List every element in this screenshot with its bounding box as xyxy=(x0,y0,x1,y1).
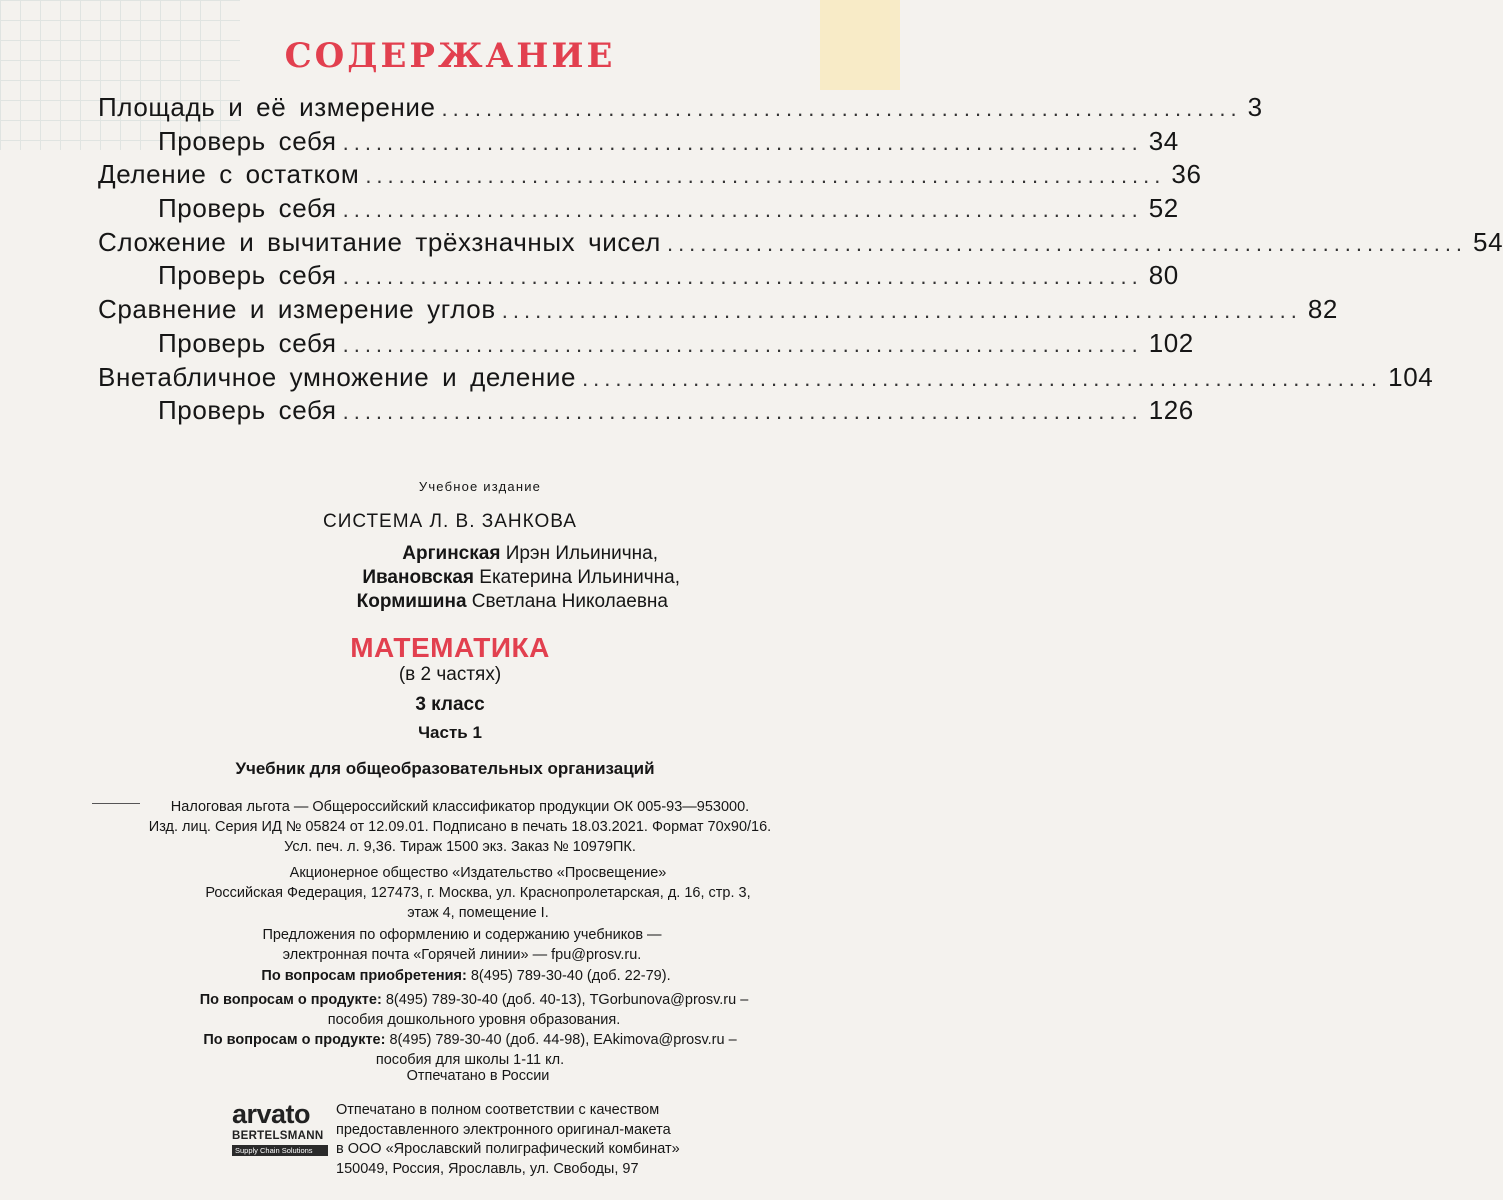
toc-entry xyxy=(98,327,1194,362)
toc-entry-title: Сложение и вычитание трёхзначных чисел xyxy=(98,226,661,257)
authors-list xyxy=(260,542,680,614)
contents-heading: СОДЕРЖАНИЕ xyxy=(284,36,616,76)
printer-line: предоставленного электронного оригинал-макета xyxy=(336,1121,671,1138)
author-surname: Аргинская xyxy=(402,543,501,564)
toc-leader-dots: ........................................................................ xyxy=(342,197,1143,223)
purchase-contact xyxy=(16,966,916,986)
publisher-address: этаж 4, помещение I. xyxy=(407,905,549,921)
toc-entry-title: Сравнение и измерение углов xyxy=(98,294,496,325)
purchase-label: По вопросам приобретения: xyxy=(261,968,467,984)
toc-entry-page: 104 xyxy=(1388,361,1434,392)
book-grade: 3 класс xyxy=(415,694,485,715)
toc-entry-title: Внетабличное умножение и деление xyxy=(98,361,577,392)
printer-line: Отпечатано в полном соответствии с качеством xyxy=(336,1102,660,1118)
toc-entry-page: 52 xyxy=(1148,193,1179,224)
toc-leader-dots: ........................................................................ xyxy=(582,365,1383,391)
logo-subtitle: BERTELSMANN xyxy=(232,1130,324,1142)
arvato-logo xyxy=(232,1099,328,1156)
publisher-name: Акционерное общество «Издательство «Просвещение» xyxy=(289,865,667,881)
toc-entry xyxy=(98,125,1179,160)
license-line: Изд. лиц. Серия ИД № 05824 от 12.09.01. Подписано в печать 18.03.2021. Формат 70x90/16. xyxy=(148,819,772,835)
author xyxy=(260,590,680,614)
toc-entry-page: 54 xyxy=(1473,226,1503,257)
toc-entry-page: 34 xyxy=(1148,125,1179,156)
printer-line: в ООО «Ярославский полиграфический комбинат» xyxy=(336,1141,680,1157)
toc-entry-title: Проверь себя xyxy=(158,260,337,291)
toc-leader-dots: ........................................................................ xyxy=(342,331,1143,357)
printer-line: 150049, Россия, Ярославль, ул. Свободы, 97 xyxy=(336,1160,639,1177)
toc-entry xyxy=(98,260,1179,294)
toc-leader-dots: ........................................................................ xyxy=(342,264,1143,290)
table-of-contents xyxy=(98,92,1503,429)
publisher-info xyxy=(28,863,928,923)
toc-leader-dots: ........................................................................ xyxy=(342,399,1143,425)
toc-entry xyxy=(98,159,1202,193)
toc-leader-dots: ........................................................................ xyxy=(365,163,1166,189)
author-names: Светлана Николаевна xyxy=(471,591,668,612)
product-label: По вопросам о продукте: xyxy=(203,1032,386,1048)
toc-entry-title: Проверь себя xyxy=(158,193,337,224)
toc-entry-page: 126 xyxy=(1148,395,1194,426)
toc-entry-title: Проверь себя xyxy=(158,395,337,426)
printer-info xyxy=(336,1101,680,1179)
toc-entry-page: 82 xyxy=(1307,294,1338,325)
print-run-line: Усл. печ. л. 9,36. Тираж 1500 экз. Заказ № 10979ПК. xyxy=(284,839,636,855)
toc-entry xyxy=(98,226,1503,261)
system-name: СИСТЕМА Л. В. ЗАНКОВА xyxy=(322,511,577,532)
toc-leader-dots: ........................................................................ xyxy=(441,96,1242,121)
book-parts: (в 2 частях) xyxy=(398,664,502,685)
tax-line: Налоговая льгота — Общероссийский классификатор продукции ОК 005-93—953000. xyxy=(170,799,750,815)
toc-entry-title: Деление с остатком xyxy=(98,159,360,190)
toc-leader-dots: ........................................................................ xyxy=(501,298,1302,324)
logo-tagline: Supply Chain Solutions xyxy=(232,1145,328,1156)
toc-entry xyxy=(98,395,1194,429)
logo-name: arvato xyxy=(232,1099,311,1129)
product-note: пособия для школы 1-11 кл. xyxy=(375,1052,565,1068)
author-names: Ирэн Ильинична, xyxy=(505,543,658,564)
toc-entry xyxy=(98,361,1434,396)
offers-line: Предложения по оформлению и содержанию учебников — xyxy=(262,927,662,943)
toc-entry xyxy=(98,294,1338,328)
toc-leader-dots: ........................................................................ xyxy=(342,129,1143,155)
author xyxy=(260,542,680,566)
toc-entry-page: 102 xyxy=(1148,327,1194,358)
product-note: пособия дошкольного уровня образования. xyxy=(327,1012,621,1028)
product-contact-value: 8(495) 789-30-40 (доб. 44-98), EAkimova@prosv.ru – xyxy=(389,1032,737,1048)
toc-entry xyxy=(98,92,1263,126)
toc-entry xyxy=(98,193,1179,227)
edition-type: Учебное издание xyxy=(418,479,542,494)
offers-info xyxy=(12,925,912,965)
author-names: Екатерина Ильинична, xyxy=(479,567,680,588)
author xyxy=(260,566,680,590)
product-contact-value: 8(495) 789-30-40 (доб. 40-13), TGorbunova@prosv.ru – xyxy=(385,992,749,1008)
author-surname: Ивановская xyxy=(362,567,474,588)
toc-entry-title: Проверь себя xyxy=(158,125,337,156)
toc-entry-page: 36 xyxy=(1171,159,1202,190)
toc-entry-page: 80 xyxy=(1148,260,1179,291)
toc-entry-title: Площадь и её измерение xyxy=(98,92,436,122)
printed-in: Отпечатано в России xyxy=(406,1068,550,1084)
offers-line: электронная почта «Горячей линии» — fpu@prosv.ru. xyxy=(282,947,642,963)
purchase-phone: 8(495) 789-30-40 (доб. 22-79). xyxy=(470,968,671,984)
product-contact xyxy=(20,1030,920,1070)
toc-leader-dots: ........................................................................ xyxy=(666,230,1468,256)
publisher-address: Российская Федерация, 127473, г. Москва, ул. Краснопролетарская, д. 16, стр. 3, xyxy=(205,885,751,901)
book-purpose: Учебник для общеобразовательных организаций xyxy=(235,759,655,778)
print-details xyxy=(10,797,910,857)
toc-entry-title: Проверь себя xyxy=(158,327,337,358)
product-label: По вопросам о продукте: xyxy=(199,992,382,1008)
book-part: Часть 1 xyxy=(418,723,482,742)
toc-entry-page: 3 xyxy=(1247,92,1263,122)
product-contact xyxy=(24,990,924,1030)
book-subject: МАТЕМАТИКА xyxy=(350,632,550,663)
author-surname: Кормишина xyxy=(356,591,467,612)
